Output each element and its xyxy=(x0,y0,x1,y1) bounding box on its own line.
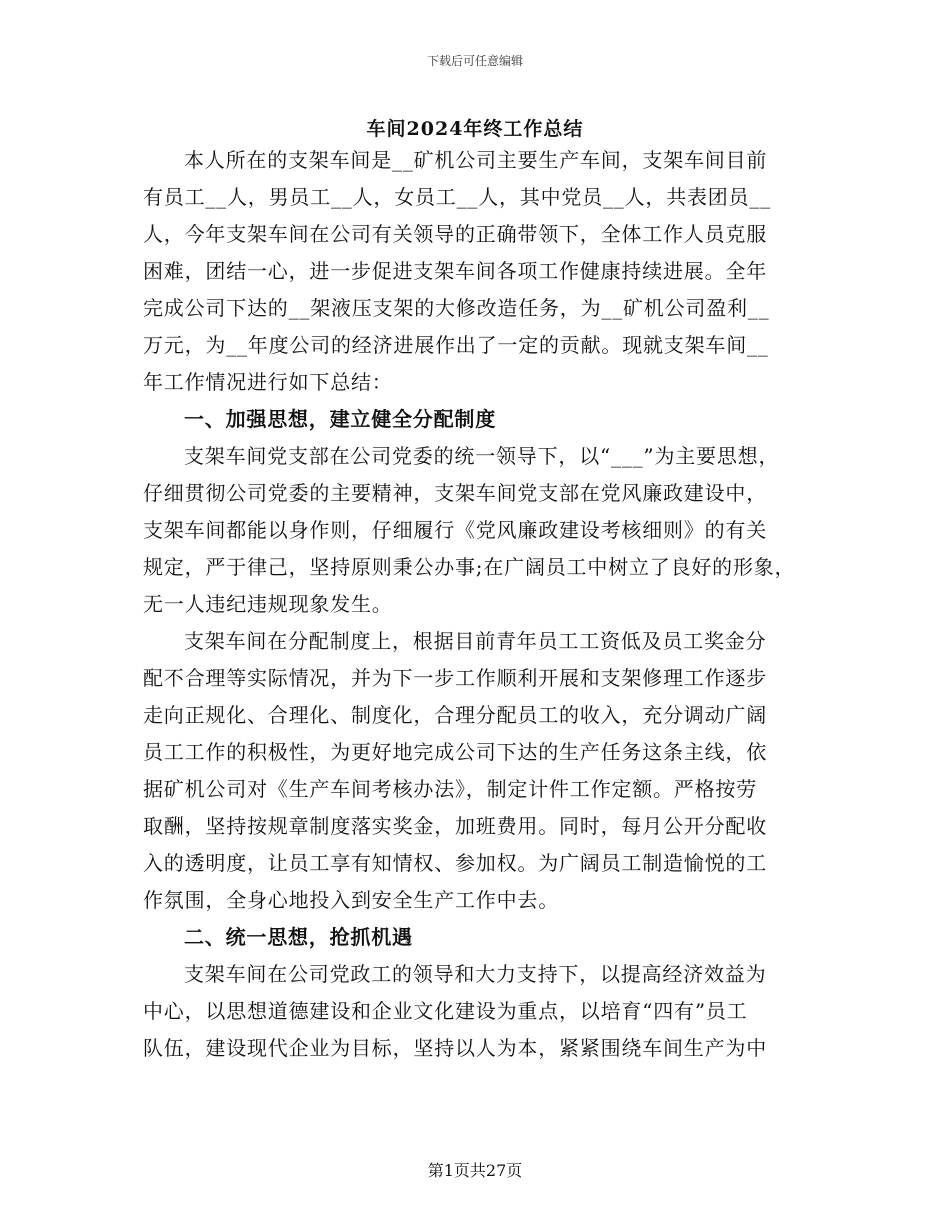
text-line: 万元，为__年度公司的经济进展作出了一定的贡献。现就支架车间__ xyxy=(143,333,769,357)
text-line: 配不合理等实际情况，并为下一步工作顺利开展和支架修理工作逐步 xyxy=(143,666,767,690)
text-line: 取酬，坚持按规章制度落实奖金，加班费用。同时，每月公开分配收 xyxy=(143,814,767,838)
text-line: 入的透明度，让员工享有知情权、参加权。为广阔员工制造愉悦的工 xyxy=(143,851,767,875)
text-line: 规定，严于律己，坚持原则秉公办事;在广阔员工中树立了良好的形象， xyxy=(143,555,796,579)
page-number: 第1页共27页 xyxy=(427,1161,523,1180)
text-line: 据矿机公司对《生产车间考核办法》，制定计件工作定额。严格按劳 xyxy=(143,777,757,801)
text-line: 支架车间都能以身作则，仔细履行《党风廉政建设考核细则》的有关 xyxy=(143,518,767,542)
section-heading: 一、加强思想，建立健全分配制度 xyxy=(184,407,496,431)
text-line: 年工作情况进行如下总结： xyxy=(143,370,393,394)
text-line: 有员工__人，男员工__人，女员工__人，其中党员__人，共表团员__ xyxy=(143,185,771,209)
text-line: 人，今年支架车间在公司有关领导的正确带领下，全体工作人员克服 xyxy=(143,222,767,246)
page-header-note: 下载后可任意编辑 xyxy=(426,54,523,68)
text-line: 完成公司下达的__架液压支架的大修改造任务，为__矿机公司盈利__ xyxy=(143,296,770,320)
text-line: 员工工作的积极性，为更好地完成公司下达的生产任务这条主线，依 xyxy=(143,740,767,764)
text-line: 本人所在的支架车间是__矿机公司主要生产车间，支架车间目前 xyxy=(184,148,768,172)
text-line: 走向正规化、合理化、制度化，合理分配员工的收入，充分调动广阔 xyxy=(143,703,767,727)
text-line: 中心，以思想道德建设和企业文化建设为重点，以培育“四有”员工 xyxy=(143,999,748,1023)
text-line: 支架车间在分配制度上，根据目前青年员工工资低及员工奖金分 xyxy=(184,629,767,653)
section-heading: 二、统一思想，抢抓机遇 xyxy=(184,925,413,949)
text-line: 作氛围，全身心地投入到安全生产工作中去。 xyxy=(143,888,559,912)
text-line: 困难，团结一心，进一步促进支架车间各项工作健康持续进展。全年 xyxy=(143,259,767,283)
text-line: 仔细贯彻公司党委的主要精神，支架车间党支部在党风廉政建设中， xyxy=(143,481,767,505)
text-line: 支架车间在公司党政工的领导和大力支持下，以提高经济效益为 xyxy=(184,962,767,986)
document-body xyxy=(143,142,823,1067)
text-line: 支架车间党支部在公司党委的统一领导下，以“___”为主要思想， xyxy=(184,444,780,468)
text-line: 队伍，建设现代企业为目标，坚持以人为本，紧紧围绕车间生产为中 xyxy=(143,1036,767,1060)
document-title: 车间2024年终工作总结 xyxy=(366,118,584,140)
text-line: 无一人违纪违规现象发生。 xyxy=(143,592,393,616)
